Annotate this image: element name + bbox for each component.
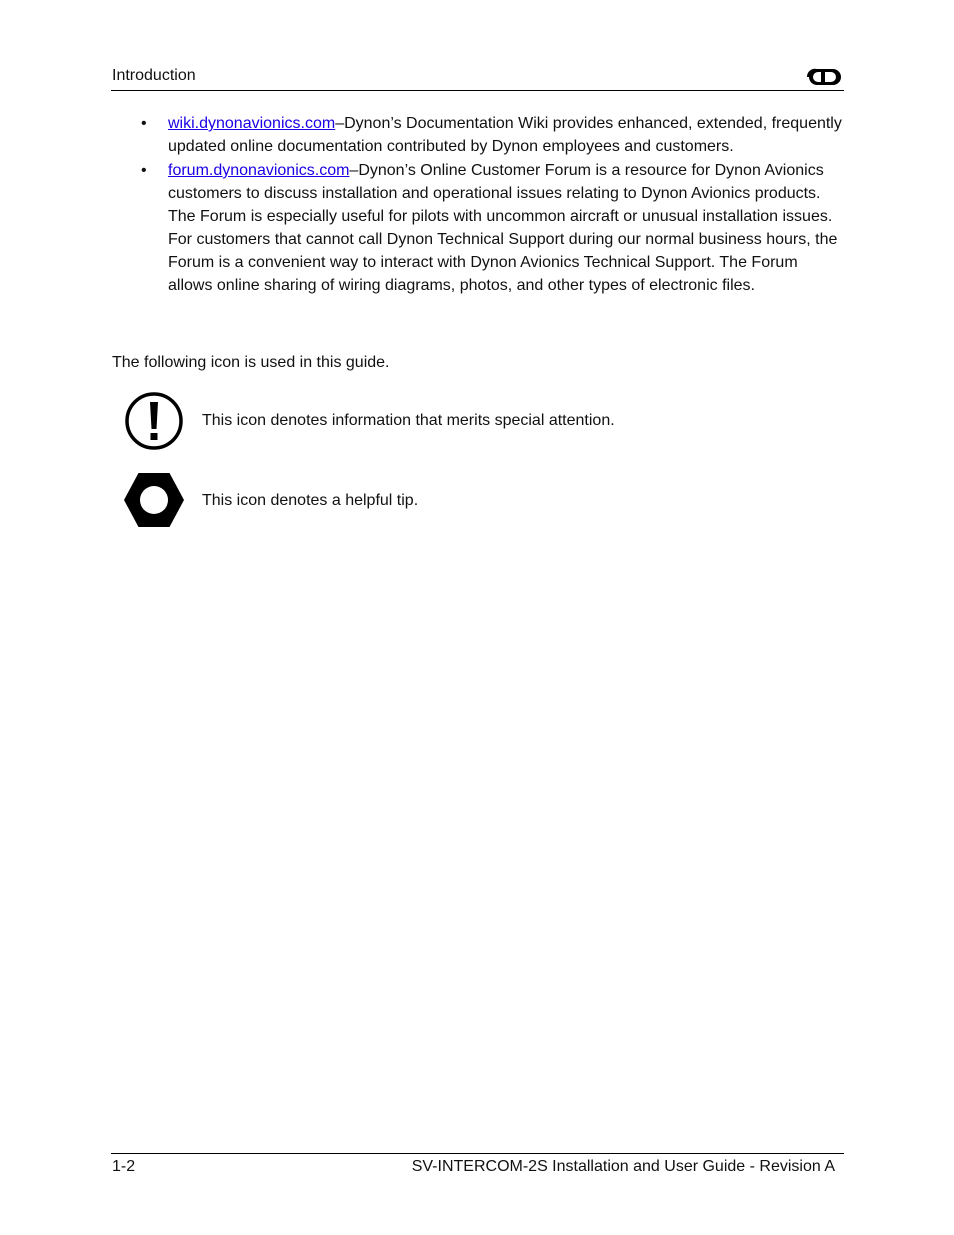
icon-legend-row: [112, 468, 812, 532]
resource-list: [110, 112, 845, 298]
page-header: [111, 66, 844, 91]
forum-link[interactable]: forum.dynonavionics.com: [168, 162, 350, 179]
exclamation-icon: [122, 389, 186, 453]
hex-nut-icon: [122, 468, 186, 532]
wiki-description: –Dynon’s Documentation Wiki provides enhanced, extended, frequently updated online documentation contributed by Dynon employees and customers.: [168, 115, 842, 155]
document-title: SV-INTERCOM-2S Installation and User Guide - Revision A: [411, 1158, 835, 1175]
attention-icon-description: This icon denotes information that merits special attention.: [202, 412, 615, 429]
page-footer: [111, 1153, 844, 1180]
wiki-link[interactable]: wiki.dynonavionics.com: [168, 115, 336, 132]
list-item: [110, 112, 845, 158]
tip-icon-description: This icon denotes a helpful tip.: [202, 492, 419, 509]
bullet-icon: •: [141, 115, 147, 132]
list-item: [110, 159, 845, 297]
forum-description: –Dynon’s Online Customer Forum is a resource for Dynon Avionics customers to discuss installation and operational issues relating to Dynon Avionics products. The Forum is especially useful for pilots with uncommon aircraft or unusual installation issues. For customers that cannot call Dynon Technical Support during our normal business hours, the Forum is a convenient way to interact with Dynon Avionics Technical Support. The Forum allows online sharing of wiring diagrams, photos, and other types of electronic files.: [168, 162, 838, 294]
page-number: 1-2: [112, 1158, 136, 1175]
icons-intro: The following icon is used in this guide.: [112, 354, 390, 371]
bullet-icon: •: [141, 162, 147, 179]
icon-legend-row: [112, 389, 812, 453]
header-title: Introduction: [112, 67, 196, 84]
dynon-logo-icon: [803, 67, 843, 87]
